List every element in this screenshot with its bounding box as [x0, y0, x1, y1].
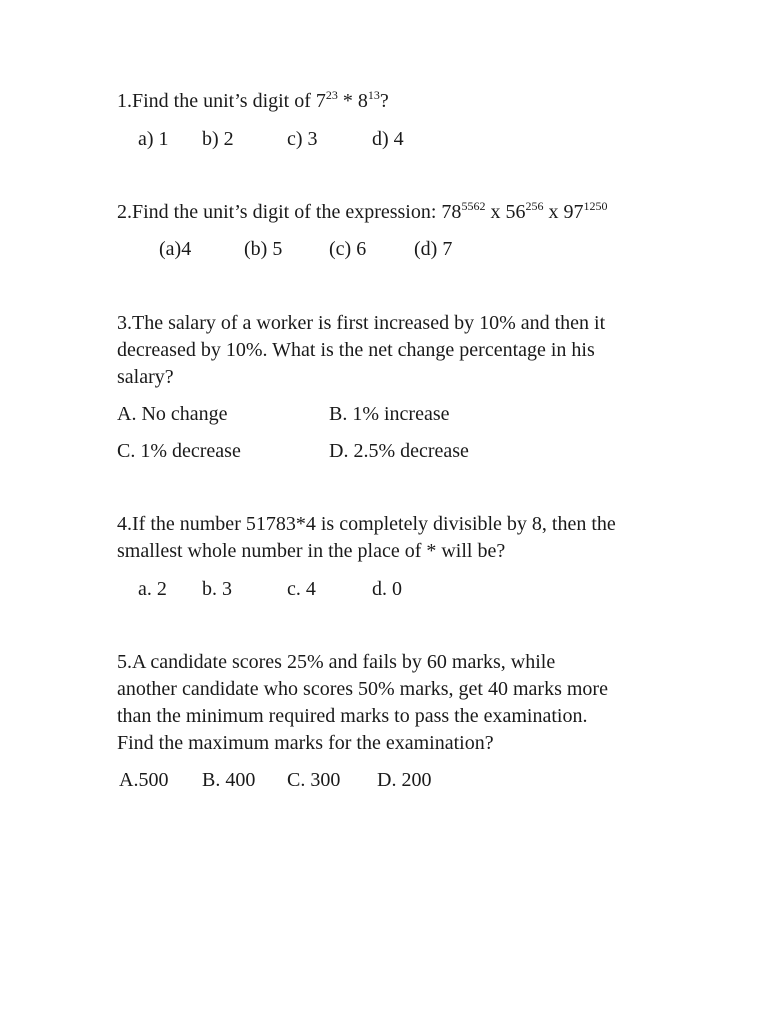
q5-option-c: C. 300 [287, 769, 341, 791]
q5-option-b: B. 400 [202, 769, 256, 791]
q1-exponent-2: 13 [367, 88, 380, 102]
q3-line-1: 3.The salary of a worker is first increased by 10% and then it [117, 312, 606, 334]
q5-line-3: than the minimum required marks to pass the examination. [117, 705, 588, 727]
q5-option-d: D. 200 [377, 769, 432, 791]
q2-text-c: x 97 [543, 201, 584, 223]
q2-text-b: x 56 [485, 201, 526, 223]
q3-option-a: A. No change [117, 403, 228, 425]
q1-option-c: c) 3 [287, 128, 318, 150]
q3-line-2: decreased by 10%. What is the net change percentage in his [117, 339, 595, 361]
q4-line-1: 4.If the number 51783*4 is completely divisible by 8, then the [117, 513, 616, 535]
q2-option-c: (c) 6 [329, 238, 367, 260]
q5-option-a: A.500 [119, 769, 169, 791]
q1-exponent-1: 23 [325, 88, 338, 102]
q2-option-d: (d) 7 [414, 238, 453, 260]
question-1-stem [117, 88, 677, 115]
q1-option-b: b) 2 [202, 128, 234, 150]
q4-option-b: b. 3 [202, 578, 232, 600]
q3-option-c: C. 1% decrease [117, 440, 241, 462]
question-1 [117, 88, 677, 115]
question-4 [117, 511, 677, 565]
q4-option-c: c. 4 [287, 578, 316, 600]
question-3 [117, 310, 677, 391]
q1-text-c: ? [379, 90, 389, 112]
q4-line-2: smallest whole number in the place of * will be? [117, 540, 506, 562]
q4-option-d: d. 0 [372, 578, 402, 600]
q1-option-d: d) 4 [372, 128, 404, 150]
q2-option-b: (b) 5 [244, 238, 283, 260]
q1-option-a: a) 1 [138, 128, 169, 150]
q3-option-d: D. 2.5% decrease [329, 440, 469, 462]
q2-exponent-3: 1250 [583, 199, 608, 213]
q1-text-b: * 8 [337, 90, 368, 112]
q4-option-a: a. 2 [138, 578, 167, 600]
q3-line-3: salary? [117, 366, 174, 388]
q5-line-1: 5.A candidate scores 25% and fails by 60 marks, while [117, 651, 556, 673]
q2-exponent-2: 256 [525, 199, 544, 213]
q5-line-2: another candidate who scores 50% marks, get 40 marks more [117, 678, 608, 700]
question-5 [117, 649, 677, 757]
q2-exponent-1: 5562 [461, 199, 486, 213]
q3-option-b: B. 1% increase [329, 403, 450, 425]
q2-option-a: (a)4 [159, 238, 192, 260]
question-2 [117, 199, 717, 226]
q1-text-a: 1.Find the unit’s digit of 7 [117, 90, 326, 112]
q2-text-a: 2.Find the unit’s digit of the expression: 78 [117, 201, 462, 223]
question-2-stem [117, 199, 717, 226]
q5-line-4: Find the maximum marks for the examination? [117, 732, 494, 754]
